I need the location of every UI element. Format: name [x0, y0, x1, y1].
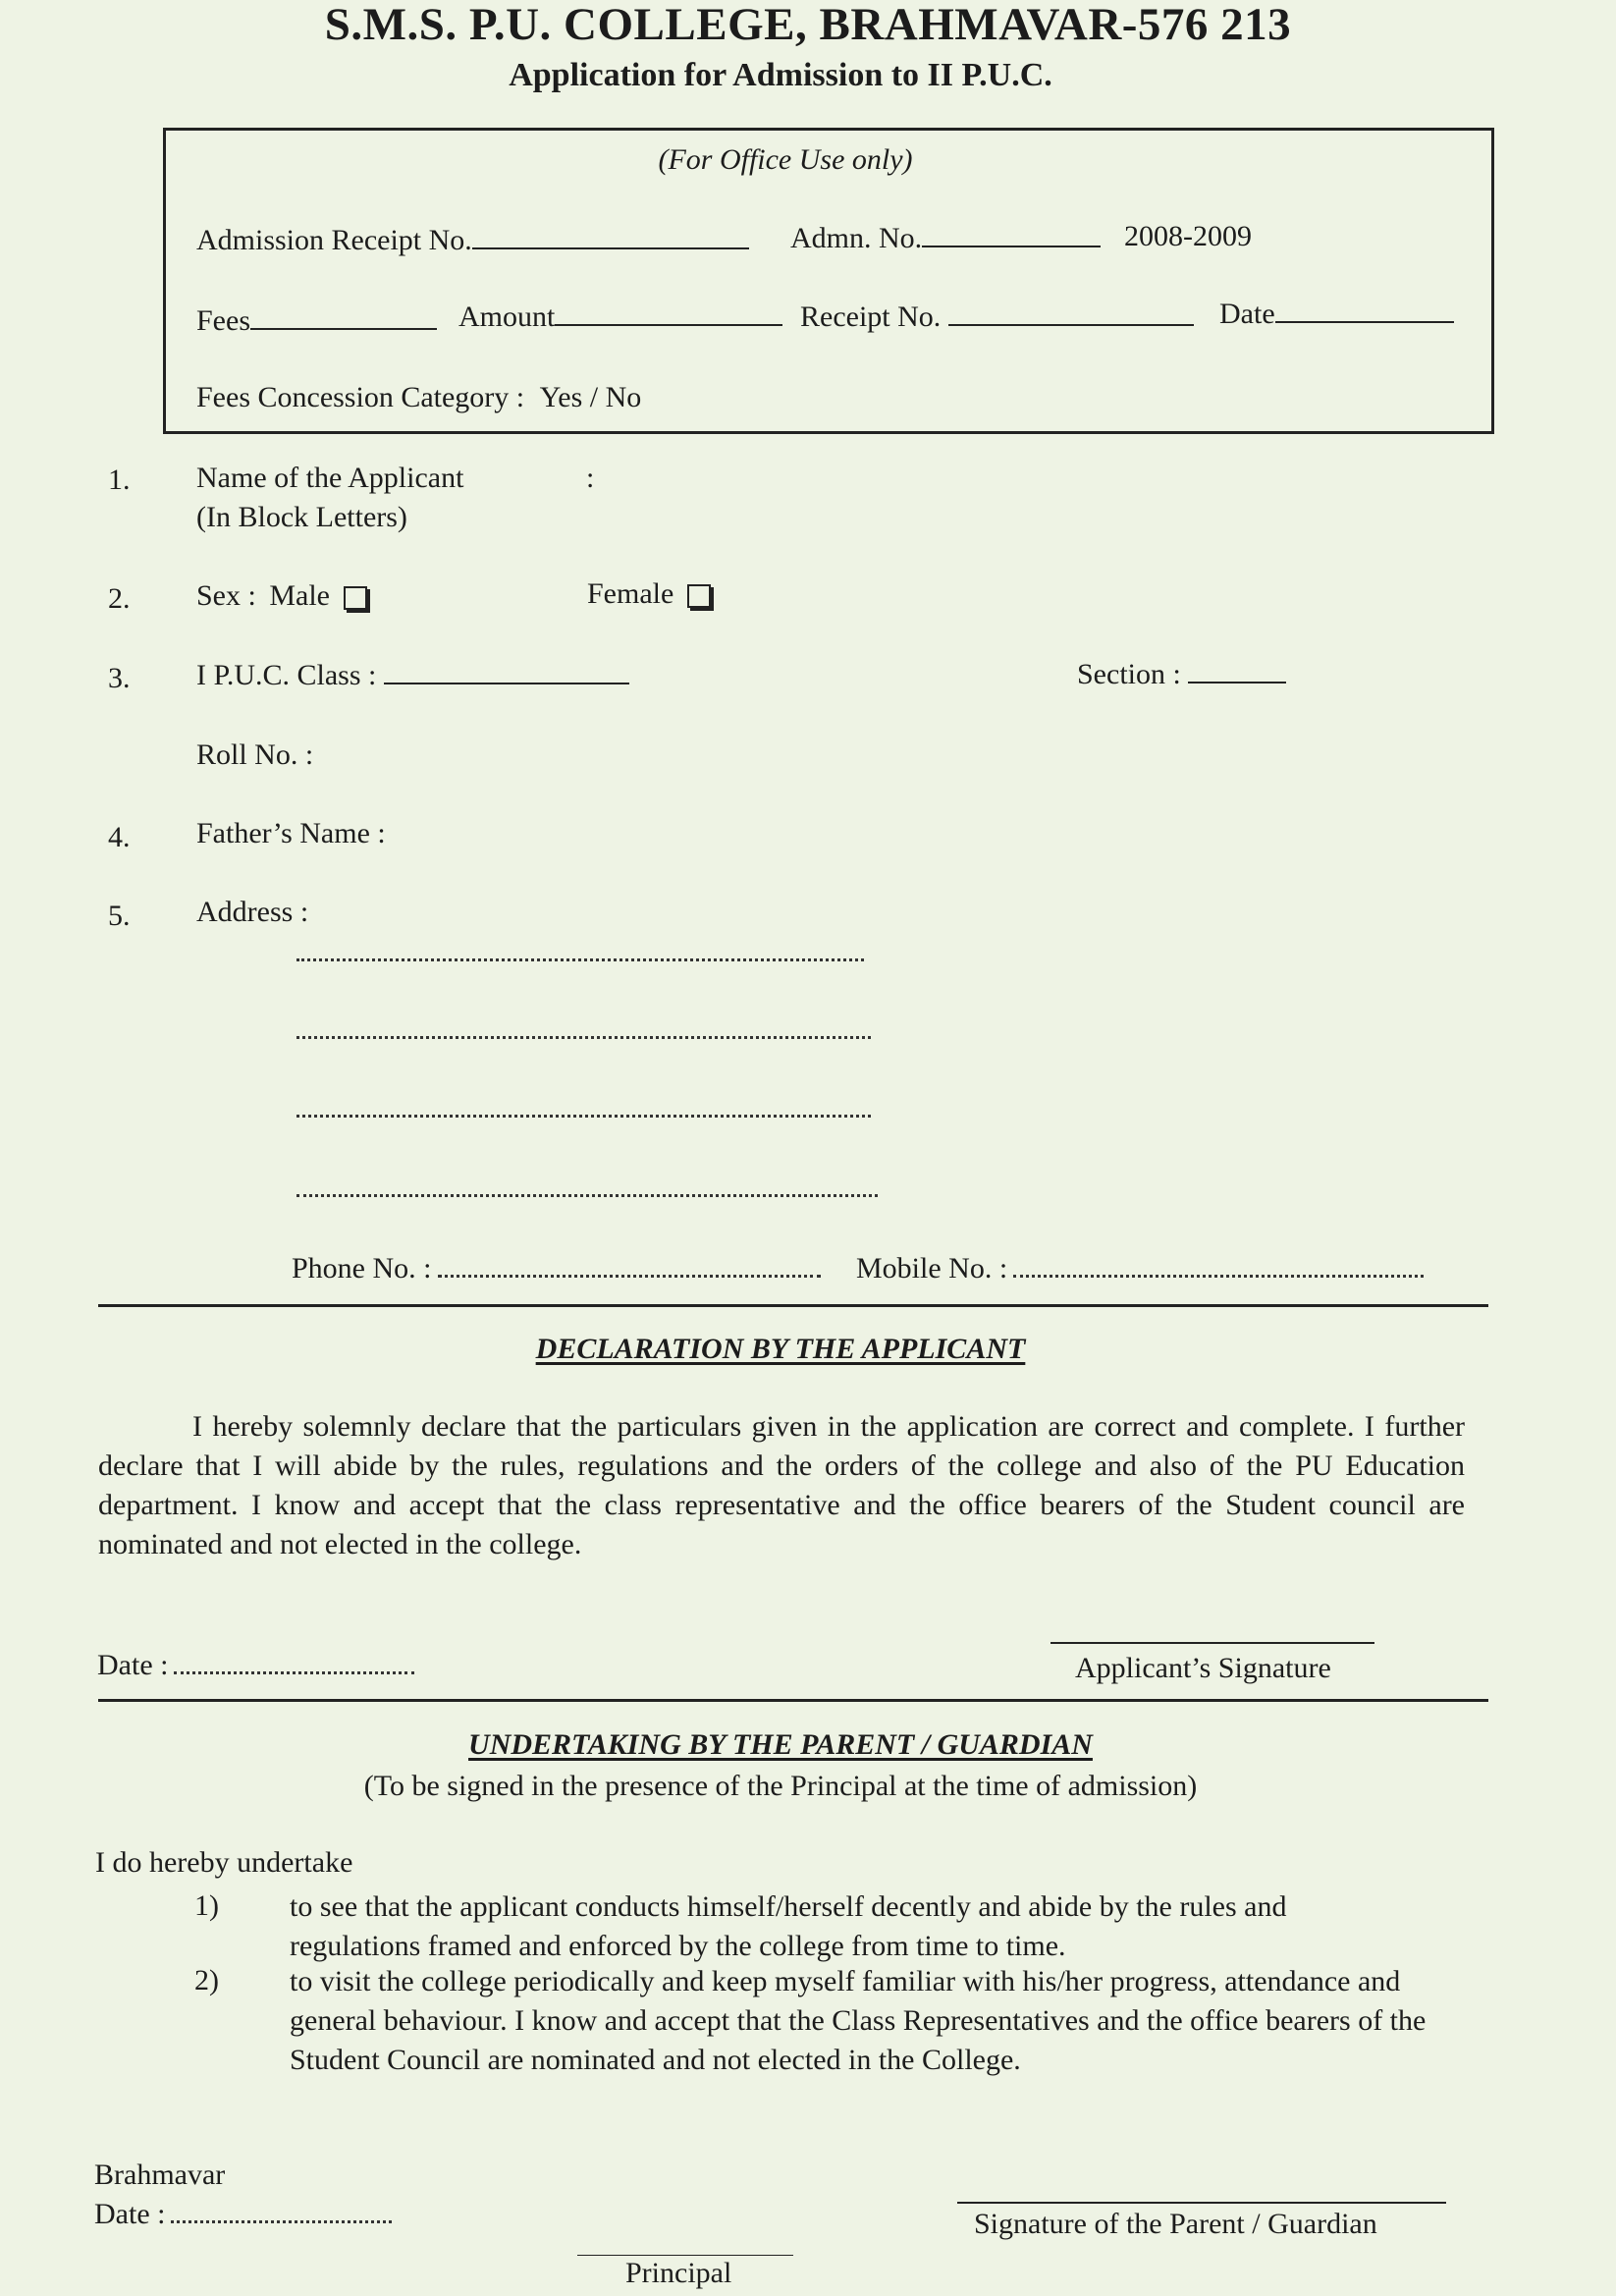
mobile-label: Mobile No. :	[856, 1252, 1008, 1285]
puc-class-row	[196, 659, 629, 692]
address-line-1[interactable]	[296, 958, 864, 961]
admission-receipt-field[interactable]	[472, 246, 749, 249]
office-receipt-row	[800, 301, 1194, 334]
father-name-label: Father’s Name :	[196, 817, 386, 849]
office-receipt-field[interactable]	[948, 323, 1194, 326]
form-subtitle: Application for Admission to II P.U.C.	[509, 57, 1052, 93]
declaration-date-row	[97, 1649, 414, 1682]
principal-label: Principal	[625, 2257, 732, 2289]
address-label: Address :	[196, 896, 309, 928]
office-date-field[interactable]	[1275, 320, 1454, 323]
amount-label: Amount	[458, 301, 556, 333]
parent-signature-label: Signature of the Parent / Guardian	[974, 2208, 1377, 2240]
place-label: Brahmavar	[94, 2159, 226, 2191]
address-line-4[interactable]	[296, 1194, 878, 1197]
admission-receipt-row	[196, 224, 749, 257]
undertaking-date-label: Date :	[94, 2198, 166, 2230]
admn-no-field[interactable]	[922, 245, 1101, 247]
undertaking-heading: UNDERTAKING BY THE PARENT / GUARDIAN	[468, 1728, 1093, 1761]
section-divider-2	[98, 1699, 1488, 1702]
section-label: Section :	[1077, 658, 1181, 690]
undertaking-intro: I do hereby undertake	[95, 1846, 353, 1879]
puc-class-label: I P.U.C. Class :	[196, 659, 377, 691]
admission-receipt-label: Admission Receipt No.	[196, 224, 472, 256]
sex-row	[196, 579, 367, 613]
applicant-name-label: Name of the Applicant	[196, 462, 464, 494]
sex-label: Sex :	[196, 579, 256, 612]
phone-label: Phone No. :	[292, 1252, 432, 1285]
office-use-heading: (For Office Use only)	[658, 143, 913, 176]
fees-field[interactable]	[250, 327, 437, 330]
declaration-heading: DECLARATION BY THE APPLICANT	[535, 1333, 1026, 1365]
mobile-row	[856, 1252, 1424, 1285]
applicant-signature-label: Applicant’s Signature	[1075, 1652, 1331, 1684]
section-row	[1077, 658, 1286, 691]
academic-year: 2008-2009	[1124, 220, 1252, 252]
roll-no-label: Roll No. :	[196, 738, 314, 771]
item-number-2: 2.	[108, 582, 131, 615]
father-name-field[interactable]	[412, 813, 1394, 856]
declaration-date-label: Date :	[97, 1649, 169, 1681]
male-checkbox[interactable]	[344, 586, 367, 610]
item-number-1: 1.	[108, 464, 131, 496]
principal-signature-line[interactable]	[577, 2255, 793, 2256]
section-divider-1	[98, 1304, 1488, 1307]
phone-field[interactable]	[438, 1275, 821, 1278]
office-date-row	[1219, 298, 1454, 331]
amount-field[interactable]	[555, 323, 782, 326]
admn-no-label: Admn. No.	[790, 222, 923, 254]
item-number-5: 5.	[108, 900, 131, 932]
undertaking-item-1-num: 1)	[194, 1889, 219, 1922]
amount-row	[458, 301, 782, 334]
undertaking-date-field[interactable]	[171, 2220, 392, 2223]
item-number-3: 3.	[108, 662, 131, 694]
concession-row	[196, 381, 641, 414]
undertaking-item-1-text: to see that the applicant conducts himself/herself decently and abide by the rules and regulations framed and enforced by the college from time to time.	[290, 1890, 1287, 1962]
female-checkbox[interactable]	[687, 584, 711, 608]
fees-row	[196, 304, 437, 338]
concession-label: Fees Concession Category :	[196, 381, 525, 413]
admn-no-row	[790, 222, 1101, 255]
applicant-name-field[interactable]	[609, 458, 1473, 505]
male-label: Male	[269, 579, 330, 612]
puc-class-field[interactable]	[384, 682, 629, 684]
concession-options[interactable]: Yes / No	[539, 381, 642, 413]
undertaking-subheading: (To be signed in the presence of the Principal at the time of admission)	[363, 1770, 1198, 1802]
undertaking-date-row	[94, 2198, 392, 2231]
applicant-name-colon: :	[586, 462, 595, 494]
female-row	[587, 577, 711, 611]
roll-no-field[interactable]	[329, 735, 918, 778]
office-receipt-label: Receipt No.	[800, 301, 942, 333]
address-line-2[interactable]	[296, 1036, 871, 1039]
fees-label: Fees	[196, 304, 250, 337]
undertaking-item-2-text: to visit the college periodically and keep myself familiar with his/her progress, attendance and general behaviour. I know and accept that the Class Representatives and the office bearers of the Student Council are nominated and not elected in the College.	[290, 1965, 1427, 2076]
mobile-field[interactable]	[1013, 1275, 1424, 1278]
declaration-text: I hereby solemnly declare that the particulars given in the application are correct and complete. I further declare that I will abide by the rules, regulations and the orders of the college and also of the PU Education department. I know and accept that the class representative and the office bearers of the Student council are nominated and not elected in the college.	[98, 1410, 1465, 1560]
undertaking-item-2-num: 2)	[194, 1964, 219, 1996]
female-label: Female	[587, 577, 674, 610]
applicant-signature-line[interactable]	[1050, 1642, 1374, 1644]
office-date-label: Date	[1219, 298, 1275, 330]
applicant-name-sublabel: (In Block Letters)	[196, 501, 407, 533]
section-field[interactable]	[1188, 681, 1286, 683]
phone-row	[292, 1252, 821, 1285]
address-line-3[interactable]	[296, 1115, 871, 1118]
declaration-date-field[interactable]	[174, 1671, 414, 1674]
item-number-4: 4.	[108, 821, 131, 853]
college-title: S.M.S. P.U. COLLEGE, BRAHMAVAR-576 213	[324, 0, 1292, 50]
parent-signature-line[interactable]	[957, 2202, 1446, 2204]
